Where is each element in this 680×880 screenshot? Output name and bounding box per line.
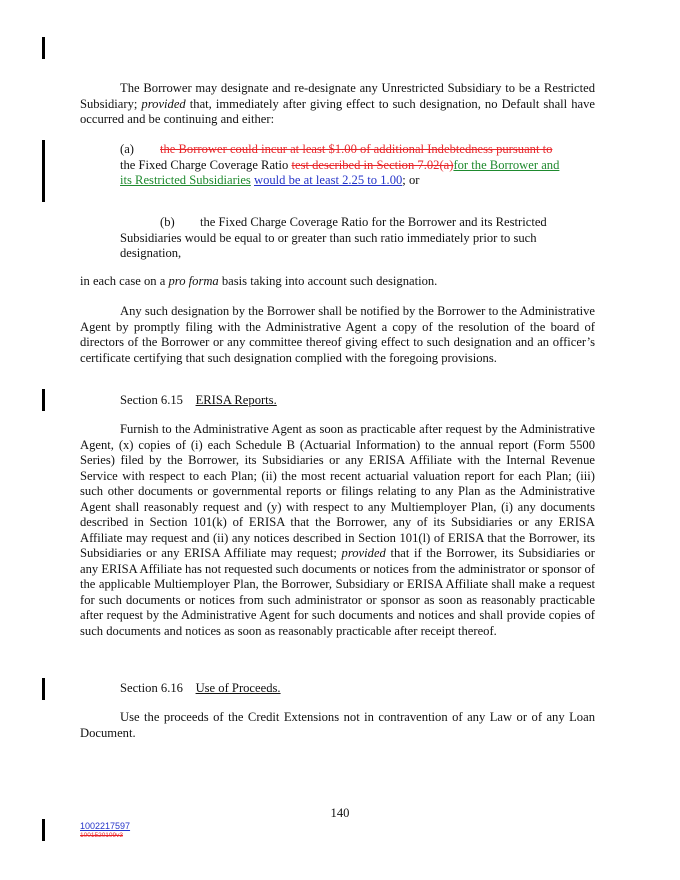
section-number: Section 6.15 xyxy=(120,393,183,407)
inserted-text: would be at least 2.25 to 1.00 xyxy=(253,173,403,187)
paragraph-proceeds: Use the proceeds of the Credit Extensions not in contravention of any Law or of any Loan Document. xyxy=(80,710,595,740)
page-number: 140 xyxy=(330,806,350,820)
change-bar xyxy=(42,389,45,411)
section-heading-6-15 xyxy=(120,393,277,409)
paragraph-designation xyxy=(80,81,595,128)
text: basis taking into account such designation. xyxy=(218,274,438,288)
clause-a xyxy=(120,142,560,189)
document-id-current: 1002217597 xyxy=(80,821,131,831)
deleted-text: the Borrower could incur at least $1.00 of additional Indebtedness pursuant to xyxy=(160,142,553,156)
section-title: ERISA Reports. xyxy=(195,393,277,407)
text: that, immediately after giving effect to such designation, no Default shall have occurred and be continuing and either: xyxy=(80,96,595,126)
paragraph-notification: Any such designation by the Borrower shall be notified by the Borrower to the Administrative Agent by promptly filing with the Administrative Agent a copy of the resolution of the board of directors of the Borrower or any committee thereof giving effect to such designation and an officer’s certificate certifying that such designation complied with the foregoing provisions. xyxy=(80,304,595,365)
clause-b xyxy=(120,215,560,262)
text: the Fixed Charge Coverage Ratio for the Borrower and its Restricted Subsidiaries would be equal to or greater than such ratio immediately prior to such designation, xyxy=(120,215,547,260)
section-title: Use of Proceeds. xyxy=(195,681,281,695)
text: The Borrower may designate and re-designate any Unrestricted Subsidiary to be a Restricted Subsidiary; xyxy=(80,81,595,111)
change-bar xyxy=(42,140,45,202)
clause-label: (a) xyxy=(120,142,134,156)
italic-term: pro forma xyxy=(168,274,219,288)
section-number: Section 6.16 xyxy=(120,681,183,695)
section-heading-6-16 xyxy=(120,681,281,697)
text: that if the Borrower, its Subsidiaries or any ERISA Affiliate has not requested such documents or notices from the administrator or sponsor of the applicable Multiemployer Plan, the Borrower, Subsidiary or ERISA Affiliate shall make a request for such documents or notices from such administrator or sponsor as soon as reasonably practicable after request by the Administrative Agent for such documents and notices and shall provide copies of such documents and notices as soon as reasonably practicable after receipt thereof. xyxy=(80,546,595,638)
change-bar xyxy=(42,678,45,700)
document-id-previous: 1001520109v3 xyxy=(80,832,124,839)
change-bar xyxy=(42,37,45,59)
text: ; or xyxy=(402,173,420,187)
paragraph-pro-forma xyxy=(80,274,595,290)
change-bar xyxy=(42,819,45,841)
text: Furnish to the Administrative Agent as soon as practicable after request by the Administrative Agent, (x) copies of (i) each Schedule B (Actuarial Information) to the annual report (Form 5500 Series) filed by the Borrower, its Subsidiaries or any ERISA Affiliate with the Internal Revenue Service with respect to each Plan; (ii) the most recent actuarial valuation report for each Plan; (iii) such other documents or governmental reports or filings relating to any Plan as the Administrative Agent shall reasonably request and (y) with respect to any Multiemployer Plan, (i) any documents described in Section 101(k) of ERISA that the Borrower, any of its Subsidiaries or any ERISA Affiliate may request and (ii) any notices described in Section 101(l) of ERISA that the Borrower, its Subsidiaries or any ERISA Affiliate may request; xyxy=(80,422,595,560)
deleted-text: test described in Section 7.02(a) xyxy=(291,157,454,172)
moved-text: for the Borrower and its Restricted Subsidiaries xyxy=(120,157,560,187)
italic-term: provided xyxy=(341,546,386,560)
paragraph-erisa xyxy=(80,422,595,639)
text: the Fixed Charge Coverage Ratio xyxy=(120,157,292,172)
clause-label: (b) xyxy=(160,215,175,229)
italic-term: provided xyxy=(141,96,186,111)
text: in each case on a xyxy=(80,274,169,288)
